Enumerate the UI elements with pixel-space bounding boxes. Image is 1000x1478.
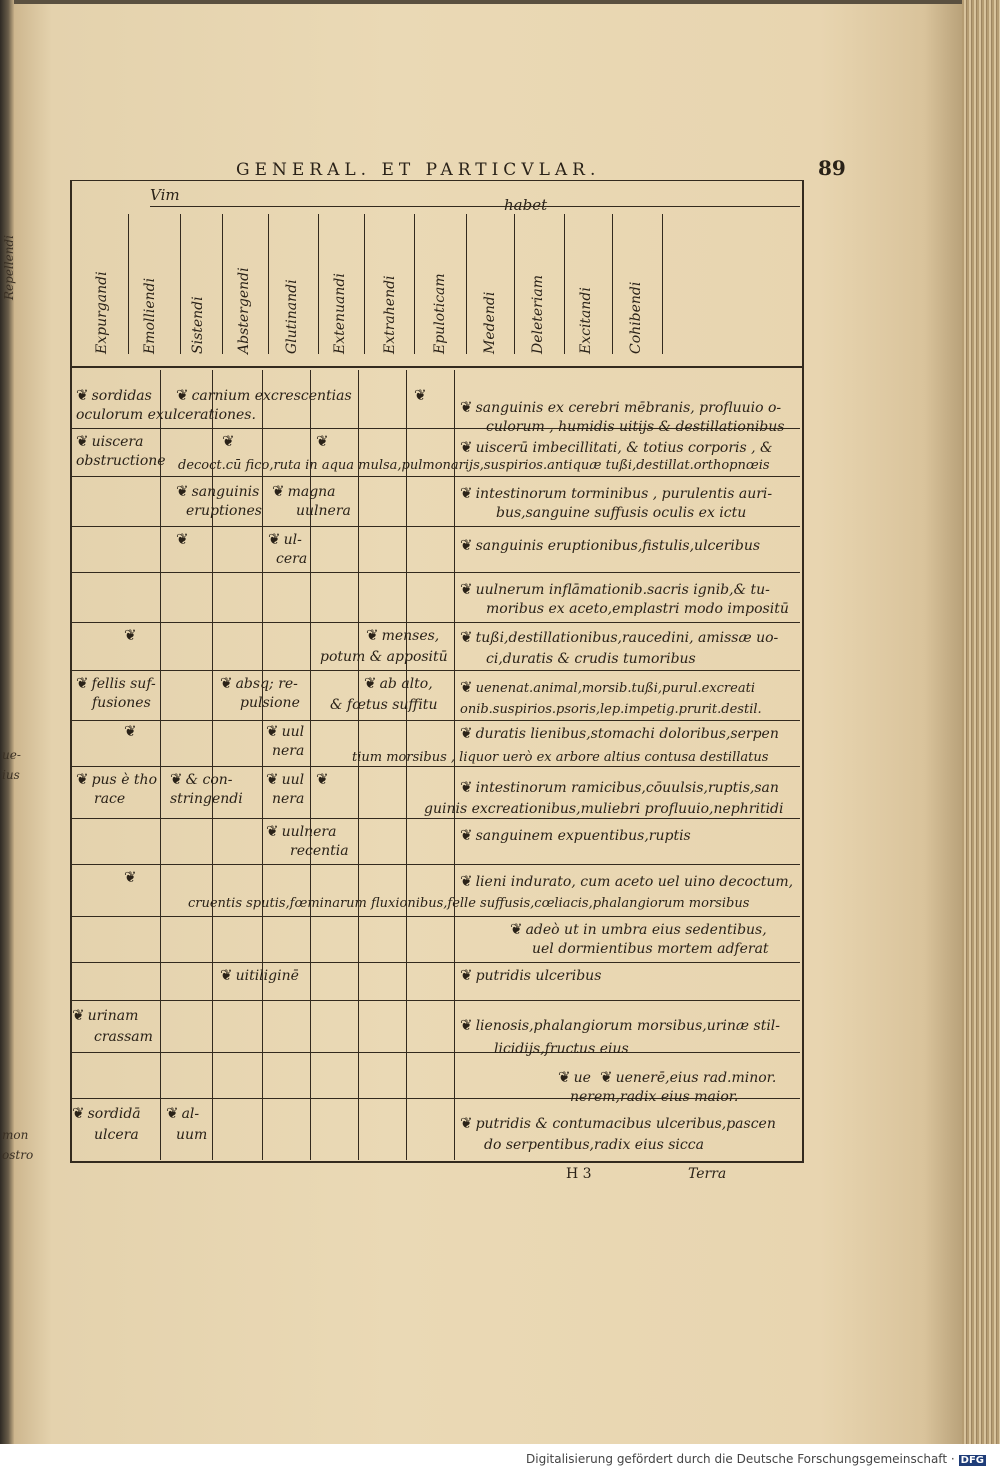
- table-cell: nera: [272, 791, 305, 807]
- table-cell: recentia: [290, 843, 349, 859]
- fleuron-icon: ❦: [176, 386, 189, 404]
- row-separator: [70, 916, 800, 917]
- fleuron-icon: ❦: [266, 770, 279, 788]
- column-divider: [128, 214, 129, 354]
- table-cell: potum & appositū: [320, 649, 448, 665]
- fleuron-icon: ❦: [460, 438, 473, 456]
- table-cell: ❦ sanguinis ex cerebri mēbranis, profluuio o-: [460, 398, 782, 416]
- table-cell: ❦ tußi,destillationibus,raucedini, amissæ uo-: [460, 628, 779, 646]
- margin-note: ius: [2, 768, 20, 782]
- group-label-vim: Vim: [150, 186, 180, 204]
- column-divider: [564, 214, 565, 354]
- page-number: 89: [818, 156, 846, 180]
- fleuron-icon: ❦: [460, 778, 473, 796]
- table-cell: moribus ex aceto,emplastri modo impositū: [486, 601, 789, 617]
- table-cell: fusiones: [92, 695, 151, 711]
- fleuron-icon: ❦: [414, 386, 427, 404]
- table-cell: [124, 722, 140, 742]
- table-cell: ❦ duratis lienibus,stomachi doloribus,serpen: [460, 724, 779, 742]
- column-divider: [222, 214, 223, 354]
- table-cell: ❦ uul: [266, 770, 305, 788]
- fleuron-icon: ❦: [558, 1068, 571, 1086]
- table-cell: ❦ sordidas: [76, 386, 152, 404]
- fleuron-icon: ❦: [316, 432, 329, 450]
- table-cell: ❦ putridis & contumacibus ulceribus,pascen: [460, 1114, 776, 1132]
- fleuron-icon: ❦: [460, 872, 473, 890]
- table-cell: ❦ sordidā: [72, 1104, 141, 1122]
- fleuron-icon: ❦: [72, 1006, 85, 1024]
- column-header: Medendi: [482, 291, 498, 354]
- fleuron-icon: ❦: [460, 826, 473, 844]
- page-stack-edge: [962, 0, 1000, 1478]
- fleuron-icon: ❦: [176, 530, 189, 548]
- table-cell: ❦ ue: [558, 1068, 591, 1086]
- fleuron-icon: ❦: [266, 822, 279, 840]
- column-header: Epuloticam: [432, 273, 448, 354]
- column-header: Cohibendi: [628, 281, 644, 354]
- header-rule: [150, 206, 800, 207]
- table-cell: ❦ adeò ut in umbra eius sedentibus,: [510, 920, 767, 938]
- row-separator: [70, 476, 800, 477]
- fleuron-icon: ❦: [272, 482, 285, 500]
- table-cell: crassam: [94, 1029, 153, 1045]
- table-cell: ❦ sanguinis: [176, 482, 260, 500]
- table-cell: oculorum exulcerationes.: [76, 407, 256, 423]
- fleuron-icon: ❦: [176, 482, 189, 500]
- column-header: Emolliendi: [142, 277, 158, 354]
- catchword: Terra: [688, 1166, 727, 1182]
- group-label-habet: habet: [504, 196, 548, 214]
- table-cell: ❦ uiscera: [76, 432, 144, 450]
- row-separator: [70, 864, 800, 865]
- column-divider: [612, 214, 613, 354]
- table-cell: decoct.cū fico,ruta in aqua mulsa,pulmonarijs,suspirios.antiquæ tußi,destillat.orthopnœis: [178, 458, 770, 473]
- table-cell: ❦ sanguinis eruptionibus,fistulis,ulceribus: [460, 536, 761, 554]
- row-separator: [70, 526, 800, 527]
- fleuron-icon: ❦: [600, 1068, 613, 1086]
- table-cell: do serpentibus,radix eius sicca: [484, 1137, 704, 1153]
- fleuron-icon: ❦: [72, 1104, 85, 1122]
- fleuron-icon: ❦: [460, 724, 473, 742]
- body-column-divider: [262, 370, 263, 1160]
- book-spine-edge: [0, 0, 14, 1478]
- fleuron-icon: ❦: [460, 536, 473, 554]
- table-cell: culorum , humidis uitijs & destillationibus: [486, 419, 785, 435]
- row-separator: [70, 622, 800, 623]
- fleuron-icon: ❦: [460, 678, 473, 696]
- table-cell: & fœtus suffitu: [330, 697, 438, 713]
- fleuron-icon: ❦: [510, 920, 523, 938]
- table-cell: ulcera: [94, 1127, 139, 1143]
- table-cell: ❦ al-: [166, 1104, 200, 1122]
- column-divider: [268, 214, 269, 354]
- row-separator: [70, 572, 800, 573]
- margin-spine-text: Repellendi: [2, 235, 16, 300]
- column-header: Deleteriam: [530, 275, 546, 354]
- fleuron-icon: ❦: [166, 1104, 179, 1122]
- table-cell: onib.suspirios.psoris,lep.impetig.prurit.destil.: [460, 702, 762, 717]
- table-cell: [222, 432, 238, 452]
- table-cell: obstructione: [76, 453, 166, 469]
- table-cell: tium morsibus , liquor uerò ex arbore altius contusa destillatus: [352, 750, 769, 765]
- column-divider: [514, 214, 515, 354]
- funding-notice: Digitalisierung gefördert durch die Deutsche Forschungsgemeinschaft · DFG: [526, 1452, 984, 1466]
- fleuron-icon: ❦: [170, 770, 183, 788]
- column-divider: [180, 214, 181, 354]
- row-separator: [70, 1000, 800, 1001]
- fleuron-icon: ❦: [460, 966, 473, 984]
- table-cell: ❦ ul-: [268, 530, 302, 548]
- table-cell: licidijs,fructus eius: [494, 1041, 629, 1057]
- column-header: Excitandi: [578, 287, 594, 354]
- column-divider: [466, 214, 467, 354]
- table-cell: [316, 432, 332, 452]
- fleuron-icon: ❦: [268, 530, 281, 548]
- table-cell: eruptiones: [186, 503, 262, 519]
- table-cell: ❦ absq; re-: [220, 674, 298, 692]
- table-cell: ❦ uulnera: [266, 822, 337, 840]
- table-cell: ❦ carnium excrescentias: [176, 386, 352, 404]
- table-cell: uulnera: [296, 503, 351, 519]
- fleuron-icon: ❦: [364, 674, 377, 692]
- fleuron-icon: ❦: [266, 722, 279, 740]
- table-cell: ❦ sanguinem expuentibus,ruptis: [460, 826, 691, 844]
- table-cell: ❦ lienosis,phalangiorum morsibus,urinæ stil-: [460, 1016, 781, 1034]
- table-cell: ❦ lieni indurato, cum aceto uel uino decoctum,: [460, 872, 794, 890]
- fleuron-icon: ❦: [460, 1016, 473, 1034]
- table-cell: uel dormientibus mortem adferat: [532, 941, 769, 957]
- fleuron-icon: ❦: [76, 432, 89, 450]
- fleuron-icon: ❦: [460, 628, 473, 646]
- table-cell: ❦ uulnerum inflāmationib.sacris ignib,& tu-: [460, 580, 770, 598]
- fleuron-icon: ❦: [460, 398, 473, 416]
- table-cell: race: [94, 791, 126, 807]
- body-column-divider: [160, 370, 161, 1160]
- table-cell: nerem,radix eius maior.: [570, 1089, 739, 1105]
- column-header: Abstergendi: [236, 267, 252, 354]
- margin-note: ue-: [2, 748, 21, 762]
- fleuron-icon: ❦: [460, 580, 473, 598]
- column-header: Expurgandi: [94, 271, 110, 354]
- dfg-logo: DFG: [960, 1455, 984, 1466]
- table-cell: [316, 770, 332, 790]
- table-cell: ❦ uul: [266, 722, 305, 740]
- fleuron-icon: ❦: [124, 722, 137, 740]
- margin-note: ostro: [2, 1148, 34, 1162]
- column-header: Extrahendi: [382, 275, 398, 354]
- table-cell: bus,sanguine suffusis oculis ex ictu: [496, 505, 747, 521]
- table-cell: pulsione: [240, 695, 300, 711]
- table-cell: ci,duratis & crudis tumoribus: [486, 651, 696, 667]
- fleuron-icon: ❦: [76, 674, 89, 692]
- signature-mark: H 3: [566, 1166, 592, 1182]
- table-cell: ❦ intestinorum torminibus , purulentis auri-: [460, 484, 773, 502]
- table-cell: [124, 626, 140, 646]
- table-cell: ❦ intestinorum ramicibus,cōuulsis,ruptis,san: [460, 778, 779, 796]
- running-title: GENERAL. ET PARTICVLAR.: [236, 160, 601, 180]
- table-cell: ❦ pus è tho: [76, 770, 157, 788]
- table-cell: nera: [272, 743, 305, 759]
- table-cell: ❦ uenerē,eius rad.minor.: [600, 1068, 777, 1086]
- row-separator: [70, 670, 800, 671]
- header-bottom-rule: [70, 366, 802, 368]
- column-divider: [364, 214, 365, 354]
- row-separator: [70, 720, 800, 721]
- row-separator: [70, 1052, 800, 1053]
- row-separator: [70, 962, 800, 963]
- column-divider: [662, 214, 663, 354]
- fleuron-icon: ❦: [222, 432, 235, 450]
- table-cell: cera: [276, 551, 308, 567]
- fleuron-icon: ❦: [460, 1114, 473, 1132]
- column-divider: [318, 214, 319, 354]
- fleuron-icon: ❦: [76, 770, 89, 788]
- column-header: Sistendi: [190, 296, 206, 354]
- table-cell: ❦ menses,: [366, 626, 440, 644]
- margin-note: mon: [2, 1128, 29, 1142]
- column-header: Extenuandi: [332, 273, 348, 354]
- fleuron-icon: ❦: [316, 770, 329, 788]
- table-cell: ❦ uenenat.animal,morsib.tußi,purul.excreati: [460, 678, 755, 696]
- table-cell: ❦ fellis suf-: [76, 674, 156, 692]
- fleuron-icon: ❦: [220, 674, 233, 692]
- table-cell: ❦ uitiliginē: [220, 966, 299, 984]
- table-cell: [414, 386, 430, 406]
- column-divider: [414, 214, 415, 354]
- fleuron-icon: ❦: [220, 966, 233, 984]
- fleuron-icon: ❦: [366, 626, 379, 644]
- table-cell: stringendi: [170, 791, 243, 807]
- fleuron-icon: ❦: [124, 868, 137, 886]
- table-cell: [176, 530, 192, 550]
- table-cell: ❦ magna: [272, 482, 336, 500]
- table-cell: ❦ & con-: [170, 770, 233, 788]
- table-cell: ❦ ab alto,: [364, 674, 433, 692]
- fleuron-icon: ❦: [76, 386, 89, 404]
- table-cell: ❦ putridis ulceribus: [460, 966, 602, 984]
- table-cell: ❦ urinam: [72, 1006, 139, 1024]
- table-cell: [124, 868, 140, 888]
- fleuron-icon: ❦: [124, 626, 137, 644]
- table-cell: guinis excreationibus,muliebri profluuio,nephritidi: [424, 801, 784, 817]
- table-cell: ❦ uiscerū imbecillitati, & totius corporis , &: [460, 438, 773, 456]
- table-cell: uum: [176, 1127, 208, 1143]
- fleuron-icon: ❦: [460, 484, 473, 502]
- column-header: Glutinandi: [284, 279, 300, 354]
- table-cell: cruentis sputis,fœminarum fluxionibus,felle suffusis,cœliacis,phalangiorum morsibus: [188, 896, 750, 911]
